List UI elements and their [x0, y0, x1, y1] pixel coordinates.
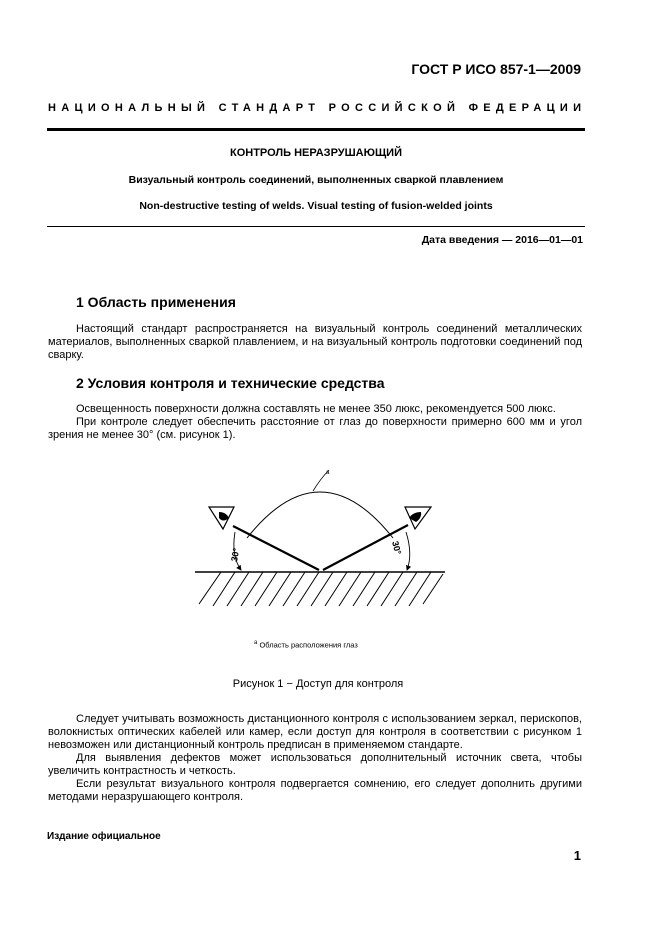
callout-label: a: [326, 470, 330, 476]
standard-subtitle: Визуальный контроль соединений, выполненных сваркой плавлением: [128, 174, 504, 186]
introduction-date: Дата введения — 2016—01—01: [421, 234, 583, 246]
paragraph: При контроле следует обеспечить расстояние от глаз до поверхности примерно 600 мм и угол зрения не менее 30° (см. рисунок 1).: [48, 416, 582, 441]
standard-title: КОНТРОЛЬ НЕРАЗРУШАЮЩИЙ: [230, 147, 402, 159]
eye-region-arc: [247, 492, 393, 538]
paragraph: Если результат визуального контроля подвергается сомнению, его следует дополнить другими методами неразрушающего контроля.: [48, 778, 582, 803]
paragraph: Освещенность поверхности должна составлять не менее 350 люкс, рекомендуется 500 люкс.: [76, 403, 556, 415]
workpiece-hatching: [199, 572, 443, 606]
section-2-body-continued: [48, 713, 582, 804]
section-1-body: [48, 323, 582, 362]
left-eye-icon: [209, 507, 234, 529]
standard-title-english: Non-destructive testing of welds. Visual testing of fusion-welded joints: [139, 200, 493, 212]
paragraph: Для выявления дефектов может использоваться дополнительный источник света, чтобы увеличить контрастность и четкость.: [48, 752, 582, 777]
left-angle-label: 30°: [229, 547, 242, 563]
header-divider: [47, 128, 585, 131]
figure-note: [254, 640, 358, 650]
right-eye-icon: [405, 507, 431, 529]
title-divider: [47, 226, 585, 227]
figure-note-marker: a: [254, 640, 258, 646]
inspection-access-figure: [195, 466, 445, 610]
figure-caption: Рисунок 1 − Доступ для контроля: [232, 678, 404, 690]
page-number: 1: [573, 848, 581, 863]
left-sight-line: [233, 526, 319, 570]
national-standard-heading: НАЦИОНАЛЬНЫЙ СТАНДАРТ РОССИЙСКОЙ ФЕДЕРАЦИИ: [48, 102, 587, 114]
document-code: ГОСТ Р ИСО 857-1—2009: [411, 61, 581, 77]
paragraph: Следует учитывать возможность дистанционного контроля с использованием зеркал, перископов, волокнистых оптических кабелей или камер, если доступ для контроля в соответствии с рисунком 1 невозможен или дистанционный контроль предписан в применяемом стандарте.: [48, 713, 582, 751]
section-1-heading: 1 Область применения: [76, 294, 236, 310]
paragraph: Настоящий стандарт распространяется на визуальный контроль соединений металлических материалов, выполненных сваркой плавлением, и на визуальный контроль подготовки соединений под сварку.: [48, 323, 582, 361]
right-angle-arc: [406, 532, 410, 570]
section-2-heading: 2 Условия контроля и технические средства: [76, 375, 385, 391]
figure-note-text: Область расположения глаз: [259, 640, 358, 650]
section-2-body: [48, 403, 582, 442]
edition-label: Издание официальное: [47, 831, 161, 842]
right-angle-label: 30°: [390, 539, 404, 556]
